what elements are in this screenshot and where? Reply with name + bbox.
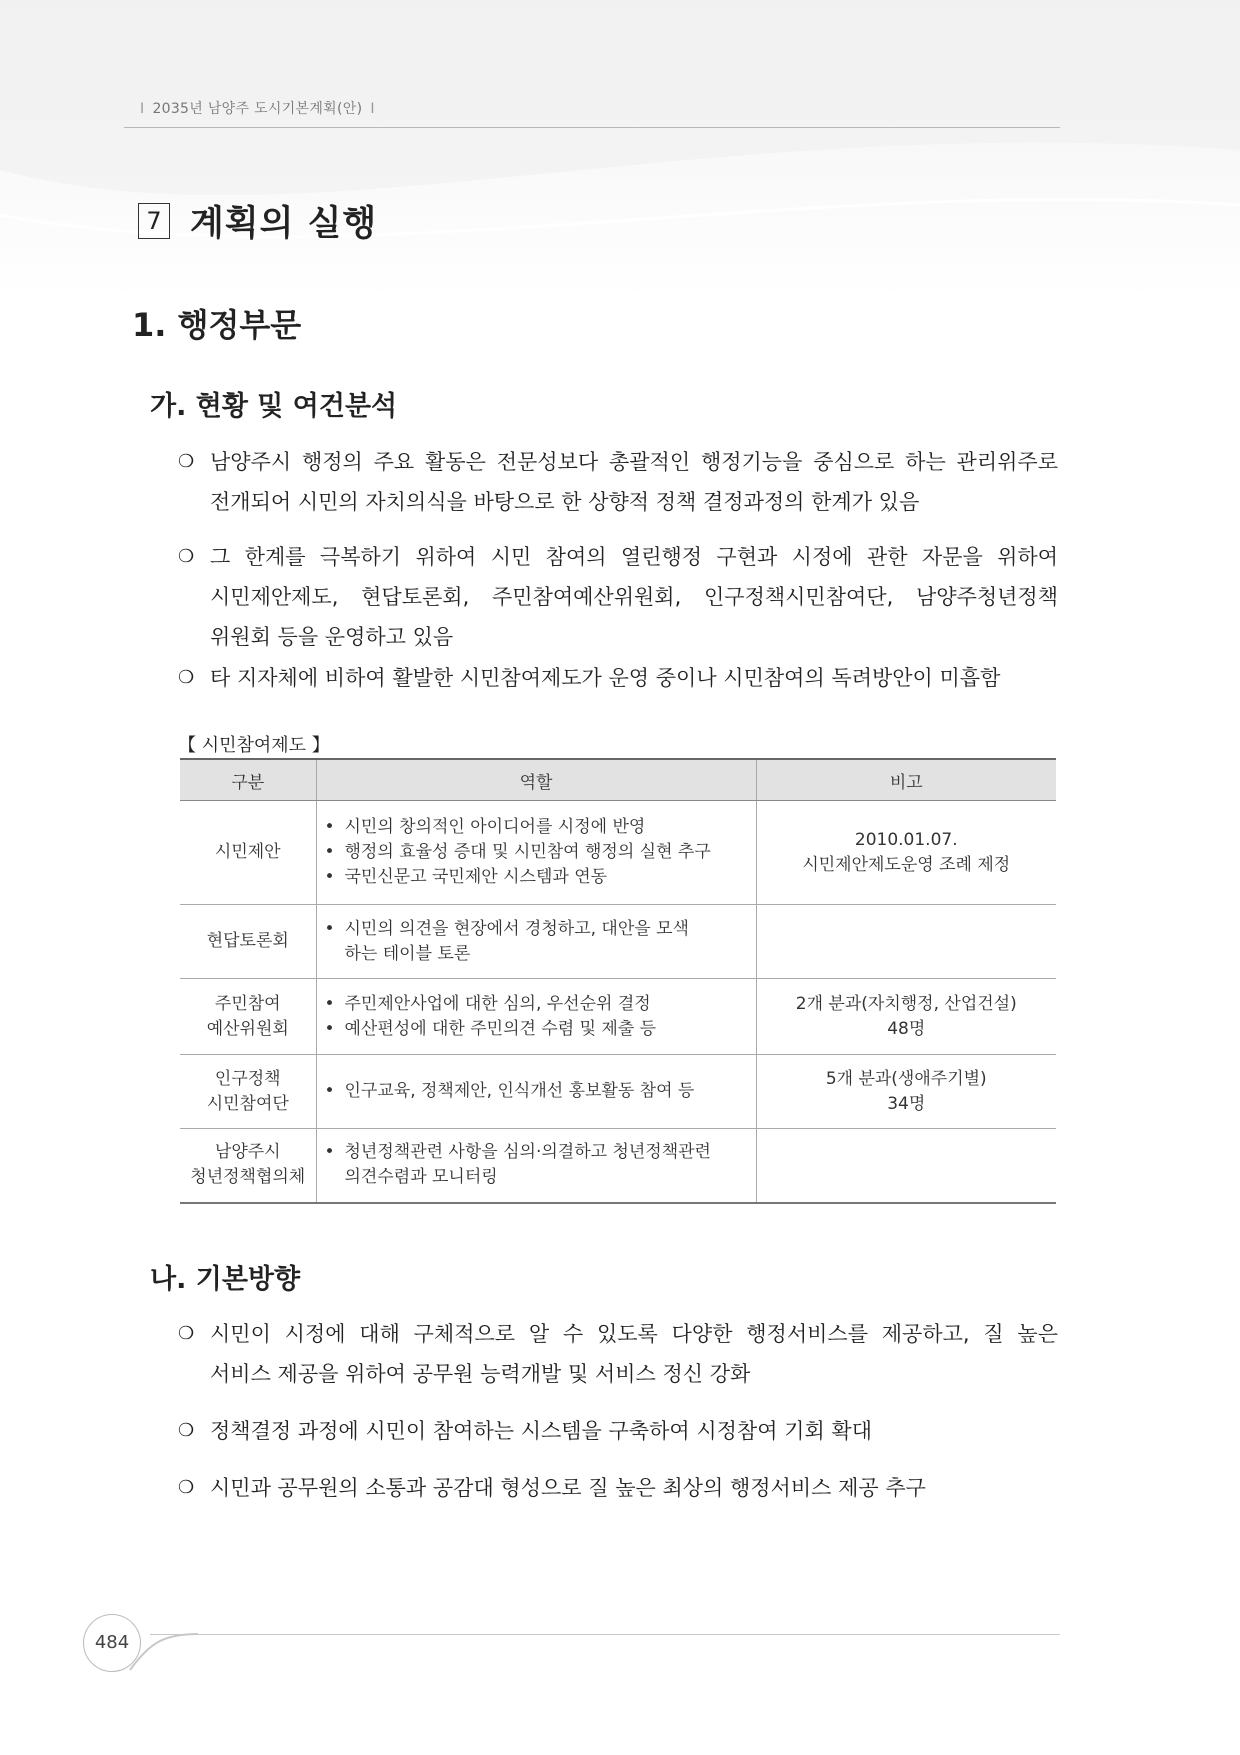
role-list [325,1140,746,1190]
bullet-text-line: 서비스 제공을 위하여 공무원 능력개발 및 서비스 정신 강화 [210,1362,751,1386]
bullet-dot-icon: • [324,867,335,887]
subsection-title-a: 가. 현황 및 여건분석 [150,391,398,422]
role-item [325,1017,746,1042]
role-cell [316,801,756,905]
table-header-row [180,759,1056,801]
category-text-line: 현답토론회 [206,931,289,951]
role-item [325,865,746,890]
category-cell [180,1055,316,1129]
bullet-text-block [210,1411,1058,1451]
bullet-item [178,1411,1058,1451]
note-cell [756,1055,1056,1129]
note-text-line: 2010.01.07. [854,829,958,850]
running-header [132,98,383,118]
category-cell [180,905,316,979]
subsection-title-b: 나. 기본방향 [150,1264,301,1295]
bullet-text-block [210,1468,1058,1508]
role-cell [316,1055,756,1129]
table-row [180,1055,1056,1129]
category-text-line: 남양주시 [214,1142,281,1163]
bullet-text-line: 전개되어 시민의 자치의식을 바탕으로 한 상향적 정책 결정과정의 한계가 있음 [210,490,920,514]
bullet-item [178,537,1058,657]
bullet-dot-icon: • [324,918,335,939]
role-cell [316,1129,756,1203]
role-item [325,992,746,1017]
category-text-line: 시민제안 [214,842,281,862]
table-row [180,979,1056,1055]
bullet-circle-icon: ❍ [178,546,195,567]
bullet-text-line: 정책결정 과정에 시민이 참여하는 시스템을 구축하여 시정참여 기회 확대 [210,1419,872,1443]
bullet-list-direction [178,1314,1058,1508]
column-header-category: 구분 [180,759,316,801]
role-text: 국민신문고 국민제안 시스템과 연동 [344,867,608,887]
bullet-list-status [178,442,1058,698]
bullet-text-line: 시민제안제도, 현답토론회, 주민참여예산위원회, 인구정책시민참여단, 남양주청년정책 [210,585,1058,609]
bullet-item [178,658,1058,698]
role-text: 주민제안사업에 대한 심의, 우선순위 결정 [344,993,651,1014]
bullet-item [178,1314,1058,1394]
bullet-dot-icon: • [324,842,335,862]
role-list [325,992,746,1042]
note-text-line: 시민제안제도운영 조례 제정 [802,854,1011,875]
category-text-line: 주민참여 [214,993,281,1014]
chapter-number-box: 7 [138,203,170,239]
category-text-line: 청년정책협의체 [190,1167,306,1188]
bullet-dot-icon: • [324,817,335,837]
bullet-text-line: 시민과 공무원의 소통과 공감대 형성으로 질 높은 최상의 행정서비스 제공 추구 [210,1476,926,1500]
note-cell [756,905,1056,979]
bullet-dot-icon: • [324,1081,335,1101]
role-item [325,1079,746,1104]
bullet-text-line: 타 지자체에 비하여 활발한 시민참여제도가 운영 중이나 시민참여의 독려방안이 미흡함 [210,666,1001,690]
table-row [180,905,1056,979]
category-text-line: 인구정책 [214,1068,281,1089]
bullet-circle-icon: ❍ [178,451,195,472]
bullet-text-block [210,442,1058,522]
category-cell [180,1129,316,1203]
bullet-circle-icon: ❍ [178,1477,195,1498]
role-text: 청년정책관련 사항을 심의·의결하고 청년정책관련 의견수렴과 모니터링 [344,1142,711,1188]
citizen-participation-table [180,758,1056,1204]
role-text: 행정의 효율성 증대 및 시민참여 행정의 실현 추구 [344,842,711,862]
note-cell [756,1129,1056,1203]
bullet-text-line: 위원회 등을 운영하고 있음 [210,625,454,649]
role-item [325,840,746,865]
section-title: 1. 행정부문 [132,306,302,344]
page-number: 484 [83,1614,141,1672]
bullet-item [178,1468,1058,1508]
role-item [325,815,746,840]
bullet-dot-icon: • [324,1018,335,1039]
bullet-circle-icon: ❍ [178,1420,195,1441]
header-divider: I [140,101,145,117]
table-row [180,1129,1056,1203]
bullet-text-block [210,1314,1058,1394]
column-header-note: 비고 [756,759,1056,801]
role-list [325,1079,746,1104]
note-text-line: 48명 [887,1018,926,1039]
note-cell [756,979,1056,1055]
bullet-text-line: 시민이 시정에 대해 구체적으로 알 수 있도록 다양한 행정서비스를 제공하고, 질 높은 [210,1322,1058,1346]
bullet-item [178,442,1058,522]
header-swoosh-decoration [0,0,1240,300]
role-text: 시민의 창의적인 아이디어를 시정에 반영 [344,817,646,837]
role-list [325,917,746,967]
bullet-dot-icon: • [324,1142,335,1163]
note-text-line: 34명 [887,1093,926,1114]
category-text-line: 예산위원회 [206,1018,289,1039]
role-cell [316,979,756,1055]
role-list [325,815,746,890]
category-cell [180,979,316,1055]
table-row [180,801,1056,905]
bullet-circle-icon: ❍ [178,667,195,688]
bullet-text-line: 그 한계를 극복하기 위하여 시민 참여의 열린행정 구현과 시정에 관한 자문을 위하여 [210,545,1058,569]
bullet-dot-icon: • [324,993,335,1014]
header-divider: I [370,101,375,117]
category-cell [180,801,316,905]
bullet-circle-icon: ❍ [178,1323,195,1344]
chapter-title [138,196,377,246]
note-text-line: 5개 분과(생애주기별) [825,1068,987,1089]
chapter-title-text: 계획의 실행 [190,204,378,244]
bullet-text-block [210,537,1058,657]
note-cell [756,801,1056,905]
header-rule [124,127,1060,128]
role-cell [316,905,756,979]
column-header-role: 역할 [316,759,756,801]
bullet-text-line: 남양주시 행정의 주요 활동은 전문성보다 총괄적인 행정기능을 중심으로 하는 관리위주로 [210,450,1058,474]
role-text: 인구교육, 정책제안, 인식개선 홍보활동 참여 등 [344,1081,695,1101]
role-text: 예산편성에 대한 주민의견 수렴 및 제출 등 [344,1018,657,1039]
running-header-title: 2035년 남양주 도시기본계획(안) [152,101,363,117]
note-text-line: 2개 분과(자치행정, 산업건설) [795,993,1017,1014]
footer-rule [150,1634,1060,1635]
table-caption: 【 시민참여제도 】 [178,735,330,756]
role-text: 시민의 의견을 현장에서 경청하고, 대안을 모색 하는 테이블 토론 [344,918,689,964]
role-item [325,1140,746,1190]
category-text-line: 시민참여단 [206,1093,289,1114]
bullet-text-block [210,658,1058,698]
role-item [325,917,746,967]
